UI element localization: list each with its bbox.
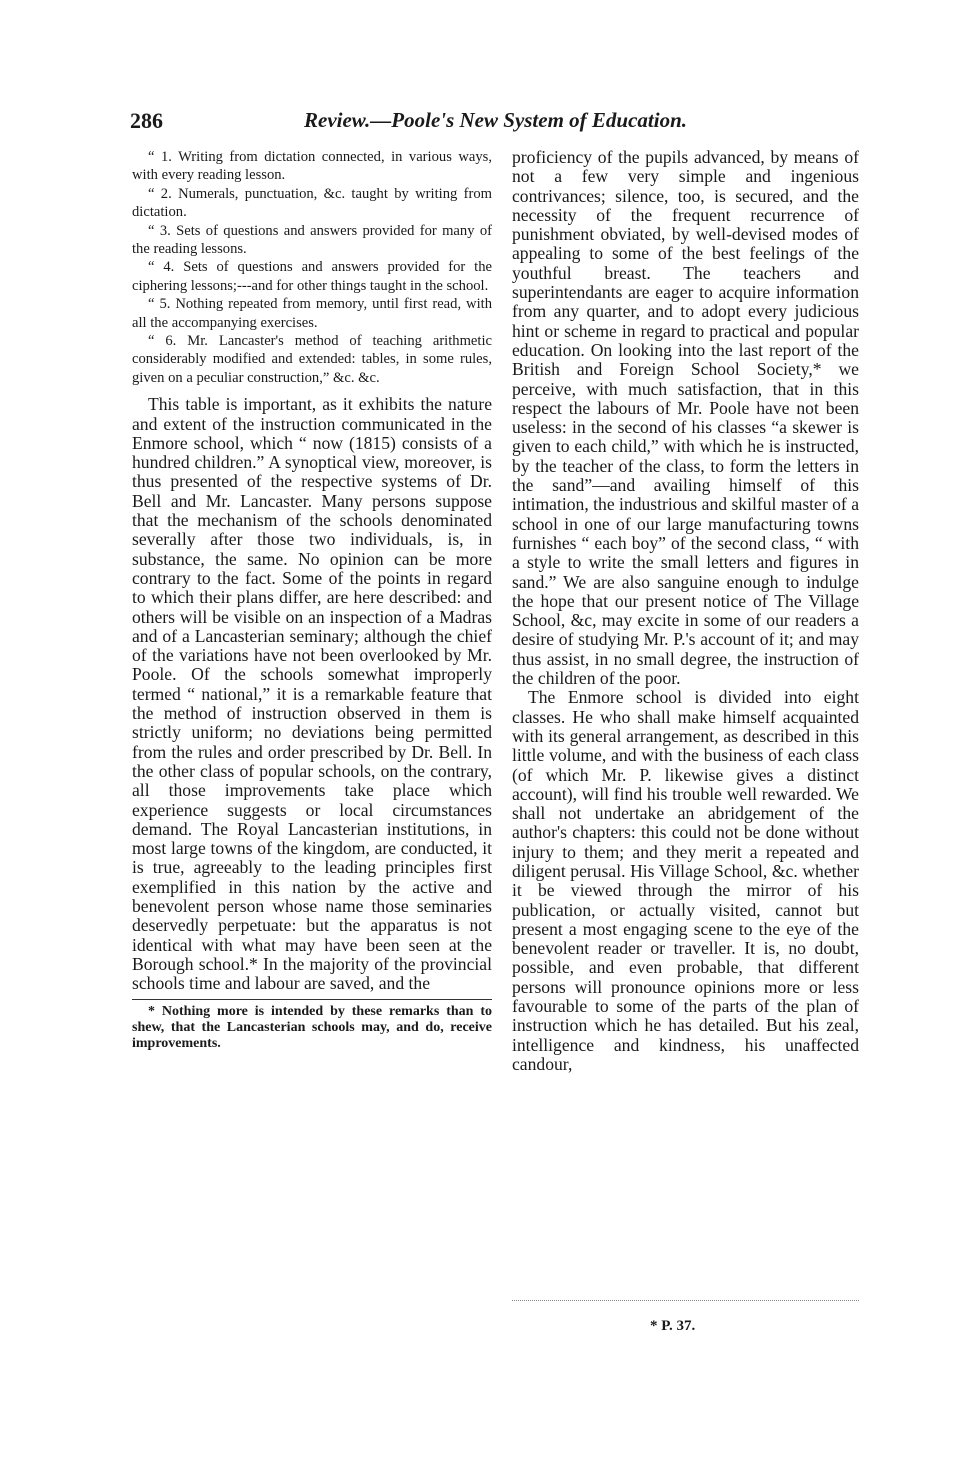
footnote: * Nothing more is intended by these remarks than to shew, that the Lancasterian schools may, and do, receive improvements. <box>132 1004 492 1052</box>
page-number: 286 <box>130 108 163 133</box>
list-item: “ 6. Mr. Lancaster's method of teaching arithmetic considerably modified and extended: tables, in some rules, given on a peculiar construction,” &c. &c. <box>132 333 492 386</box>
footnote-divider <box>132 999 492 1000</box>
page-header <box>130 108 830 134</box>
right-column <box>512 148 859 1074</box>
right-paragraph-2: The Enmore school is divided into eight classes. He who shall make himself acquainted with its general arrangement, as described in this little volume, and with the business of each class (of which Mr. P. likewise gives a distinct account), will find his trouble well rewarded. We shall not undertake an abridgement of the author's chapters: this could not be done without injury to them; and they merit a repeated and diligent perusal. His Village School, &c. whether it be viewed through the mirror of his publication, or actually visited, cannot but present a most engaging scene to the eye of the benevolent reader or traveller. It is, no doubt, possible, and even probable, that different persons will pronounce opinions more or less favourable to some of the parts of the plan of instruction which he has detailed. But his zeal, intelligence and kindness, his unaffected candour, <box>512 687 859 1074</box>
list-item: “ 5. Nothing repeated from memory, until first read, with all the accompanying exercises. <box>132 296 492 331</box>
left-column <box>132 148 492 1052</box>
footnote-reference: * P. 37. <box>650 1318 696 1334</box>
left-paragraph: This table is important, as it exhibits the nature and extent of the instruction communicated in the Enmore school, which “ now (1815) consists of a hundred children.” A synoptical view, moreover, is thus presented of the respective systems of Dr. Bell and Mr. Lancaster. Many persons suppose that the mechanism of the schools denominated severally after those two individuals, is, in substance, the same. No opinion can be more contrary to the fact. Some of the points in regard to which their plans differ, are here described: and others will be visible on an inspection of a Madras and of a Lancasterian seminary; although the chief of the variations have not been overlooked by Mr. Poole. Of the schools somewhat improperly termed “ national,” it is a remarkable feature that the method of instruction observed in them is strictly uniform; no deviations being permitted from the rules and order prescribed by Dr. Bell. In the other class of popular schools, on the contrary, all those improvements take place which experience suggests or local circumstances demand. The Royal Lancasterian institutions, in most large towns of the kingdom, are conducted, it is true, agreeably to the leading principles first exemplified in this nation by the active and benevolent person whose name those seminaries deservedly perpetuate: but the apparatus is not identical with what may have been seen at the Borough school.* In the majority of the provincial schools time and labour are saved, and the <box>132 394 492 994</box>
list-item: “ 1. Writing from dictation connected, in various ways, with every reading lesson. <box>132 149 492 184</box>
list-item: “ 3. Sets of questions and answers provided for many of the reading lessons. <box>132 222 492 258</box>
dictation-list <box>132 148 492 387</box>
list-item: “ 2. Numerals, punctuation, &c. taught by writing from dictation. <box>132 185 492 221</box>
running-title: Review.—Poole's New System of Education. <box>304 108 688 132</box>
footnote-divider-right <box>512 1300 859 1301</box>
list-item: “ 4. Sets of questions and answers provided for the ciphering lessons;---and for other things taught in the school. <box>132 259 492 294</box>
right-paragraph-1: proficiency of the pupils advanced, by means of not a few very simple and ingenious contrivances; silence, too, is secured, and the necessity of the frequent recurrence of punishment obviated, by well-devised modes of appealing to some of the best feelings of the youthful breast. The teachers and superintendants are eager to acquire information from any quarter, and to adopt every judicious hint or scheme in regard to practical and popular education. On looking into the last report of the British and Foreign School Society,* we perceive, with much satisfaction, that in this respect the labours of Mr. Poole have not been useless: in the second of his classes “a skewer is given to each child,” with which he is instructed, by the teacher of the class, to form the letters in the sand”—and availing himself of this intimation, the industrious and skilful master of a school in one of our large manufacturing towns furnishes “ each boy” of the second class, “ with a style to write the small letters and figures in sand.” We are also sanguine enough to indulge the hope that our present notice of The Village School, &c, may excite in some of our readers a desire of studying Mr. P.'s account of it; and may thus assist, in no small degree, the instruction of the children of the poor. <box>512 147 859 689</box>
